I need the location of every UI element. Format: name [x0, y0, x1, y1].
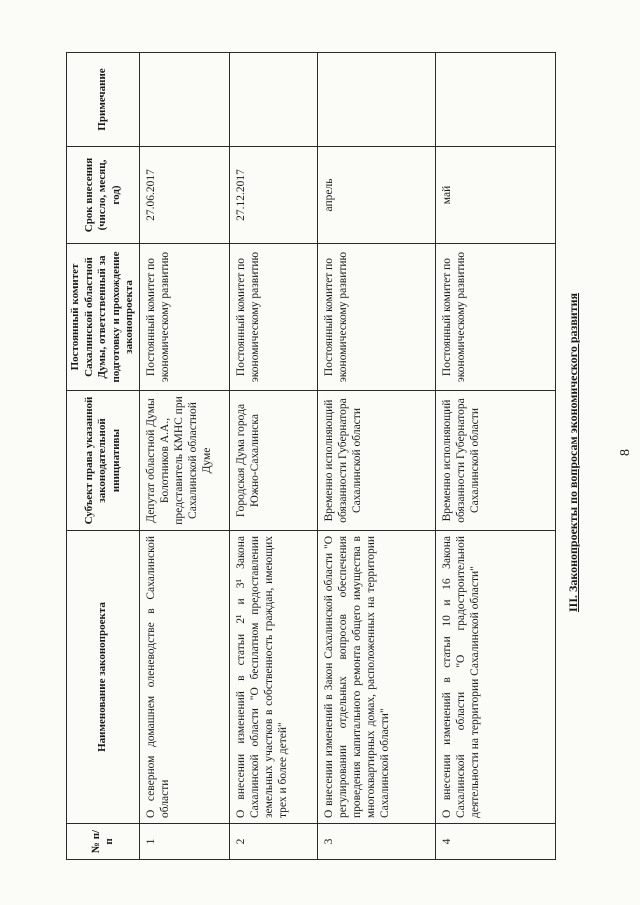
header-date: Срок внесения (число, месяц, год): [67, 147, 140, 244]
page-number: 8: [618, 449, 633, 456]
bill-date: 27.06.2017: [140, 147, 230, 244]
header-row: [67, 53, 140, 860]
bill-name: О северном домашнем оленеводстве в Сахалинской области: [140, 531, 230, 824]
bill-committee: Постоянный комитет по экономическому развитию: [436, 244, 556, 391]
row-number: 3: [318, 824, 436, 860]
row-number: 4: [436, 824, 556, 860]
table-row: [230, 53, 318, 860]
header-note: Примечание: [67, 53, 140, 147]
bill-subject: Временно исполняющий обязанности Губернатора Сахалинской области: [318, 391, 436, 531]
bill-note: [140, 53, 230, 147]
bill-date: май: [436, 147, 556, 244]
header-committee: Постоянный комитет Сахалинской областной Думы, ответственный за подготовку и прохождение законопроекта: [67, 244, 140, 391]
bill-date: апрель: [318, 147, 436, 244]
bill-committee: Постоянный комитет по экономическому развитию: [318, 244, 436, 391]
header-name: Наименование законопроекта: [67, 531, 140, 824]
section-title: III. Законопроекты по вопросам экономического развития: [566, 292, 580, 613]
header-subject: Субъект права указанной законодательной инициативы: [67, 391, 140, 531]
row-number: 1: [140, 824, 230, 860]
bill-subject: Городская Дума города Южно-Сахалинска: [230, 391, 318, 531]
bills-table: [66, 52, 556, 860]
bill-note: [318, 53, 436, 147]
row-number: 2: [230, 824, 318, 860]
bill-subject: Временно исполняющий обязанности Губернатора Сахалинской области: [436, 391, 556, 531]
header-num: № п/п: [67, 824, 140, 860]
table-row: [318, 53, 436, 860]
bill-committee: Постоянный комитет по экономическому развитию: [230, 244, 318, 391]
bill-name: О внесении изменений в Закон Сахалинской области "О регулировании отдельных вопросов обеспечения проведения капитального ремонта общего имущества в многоквартирных домах, расположенных на территории Сахалинской области": [318, 531, 436, 824]
table-row: [140, 53, 230, 860]
table-row: [436, 53, 556, 860]
bill-subject: Депутат областной Думы Болотников А.А., представитель КМНС при Сахалинской областной Думе: [140, 391, 230, 531]
bill-date: 27.12.2017: [230, 147, 318, 244]
bill-name: О внесении изменений в статьи 10 и 16 Закона Сахалинской области "О градостроительной деятельности на территории Сахалинской области": [436, 531, 556, 824]
bill-committee: Постоянный комитет по экономическому развитию: [140, 244, 230, 391]
bill-note: [230, 53, 318, 147]
bill-name: О внесении изменений в статьи 2¹ и 3¹ Закона Сахалинской области "О бесплатном предоставлении земельных участков в собственность граждан, имеющих трех и более детей": [230, 531, 318, 824]
bill-note: [436, 53, 556, 147]
